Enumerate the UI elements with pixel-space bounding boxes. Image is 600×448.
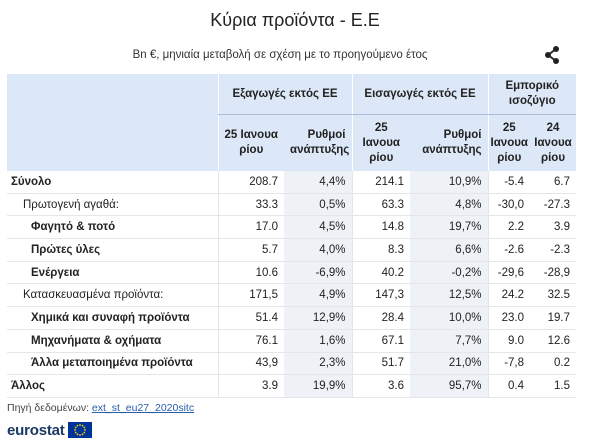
table-cell: 6.7 [530, 171, 576, 193]
table-row [7, 352, 576, 375]
flag-star [76, 425, 78, 427]
flag-star [81, 433, 83, 435]
source-label: Πηγή δεδομένων: [7, 402, 89, 414]
row-label: Μηχανήματα & οχήματα [7, 329, 218, 352]
header-group-exports: Εξαγωγές εκτός ΕΕ [218, 74, 352, 115]
row-label: Χημικά και συναφή προϊόντα [7, 307, 218, 330]
table-cell: 40.2 [352, 261, 410, 284]
table-cell: 14.8 [352, 216, 410, 239]
table-cell: -30,0 [488, 193, 530, 216]
table-header-columns [7, 115, 576, 172]
share-button[interactable] [541, 44, 563, 66]
header-col: Ρυθμοί ανάπτυξης [284, 115, 352, 172]
table-cell: 4,5% [284, 216, 352, 239]
table-cell: 3.9 [218, 375, 284, 398]
table-cell: 12,5% [410, 284, 488, 307]
table-row [7, 261, 576, 284]
table-cell: 5.7 [218, 239, 284, 262]
table-cell: 7,7% [410, 329, 488, 352]
table-cell: 4,9% [284, 284, 352, 307]
header-group-trade-balance: Εμπορικό ισοζύγιο [488, 74, 576, 115]
table-cell: 43,9 [218, 352, 284, 375]
flag-star [76, 433, 78, 435]
table-cell: 4,8% [410, 193, 488, 216]
row-label: Πρωτογενή αγαθά: [7, 193, 218, 216]
flag-star [83, 432, 85, 434]
page-title: Κύρια προϊόντα - Ε.Ε [210, 10, 380, 30]
table-cell: 24.2 [488, 284, 530, 307]
data-table [7, 74, 576, 398]
table-cell: -6,9% [284, 261, 352, 284]
table-cell: -28,9 [530, 261, 576, 284]
table-cell: 0,5% [284, 193, 352, 216]
table-cell: 51.4 [218, 307, 284, 330]
table-cell: 10.6 [218, 261, 284, 284]
table-cell: 10,0% [410, 307, 488, 330]
flag-star [74, 432, 76, 434]
eu-flag-icon [68, 422, 92, 438]
table-row [7, 216, 576, 239]
logo-text: eurostat [7, 421, 65, 439]
table-row [7, 193, 576, 216]
table-cell: 12,9% [284, 307, 352, 330]
share-icon [541, 44, 563, 66]
table-cell: 4,0% [284, 239, 352, 262]
table-cell: 23.0 [488, 307, 530, 330]
flag-star [74, 429, 76, 431]
table-cell: 19.7 [530, 307, 576, 330]
table-row [7, 239, 576, 262]
row-label: Πρώτες ύλες [7, 239, 218, 262]
table-cell: 2,3% [284, 352, 352, 375]
table-cell: 3.9 [530, 216, 576, 239]
flag-star [79, 434, 81, 436]
table-cell: 17.0 [218, 216, 284, 239]
header-empty [7, 74, 218, 115]
table-cell: 51.7 [352, 352, 410, 375]
table-cell: 2.2 [488, 216, 530, 239]
table-row [7, 284, 576, 307]
table-cell: 95,7% [410, 375, 488, 398]
flag-star [74, 427, 76, 429]
row-label: Κατασκευασμένα προϊόντα: [7, 284, 218, 307]
table-cell: 21,0% [410, 352, 488, 375]
table-row [7, 307, 576, 330]
table-cell: 76.1 [218, 329, 284, 352]
eurostat-logo [7, 421, 92, 439]
table-cell: 12.6 [530, 329, 576, 352]
flag-star [81, 425, 83, 427]
table-cell: 32.5 [530, 284, 576, 307]
table-cell: 1.5 [530, 375, 576, 398]
table-cell: 33.3 [218, 193, 284, 216]
header-empty [7, 115, 218, 172]
table-row [7, 375, 576, 398]
table-cell: -2.3 [530, 239, 576, 262]
table-cell: 19,9% [284, 375, 352, 398]
header-col: 25 Ιανουα ρίου [218, 115, 284, 172]
header-col: 25 Ιανουα ρίου [488, 115, 530, 172]
table-cell: 6,6% [410, 239, 488, 262]
table-cell: -29,6 [488, 261, 530, 284]
table-cell: 3.6 [352, 375, 410, 398]
table-cell: 214.1 [352, 171, 410, 193]
table-cell: -5.4 [488, 171, 530, 193]
source-link[interactable]: ext_st_eu27_2020sitc [91, 402, 195, 414]
row-label: Άλλα μεταποιημένα προϊόντα [7, 352, 218, 375]
header-group-imports: Εισαγωγές εκτός ΕΕ [352, 74, 488, 115]
row-label: Σύνολο [7, 171, 218, 193]
table-cell: -0,2% [410, 261, 488, 284]
header-col: 24 Ιανουα ρίου [530, 115, 576, 172]
table-cell: 10,9% [410, 171, 488, 193]
header-col: 25 Ιανουα ρίου [352, 115, 410, 172]
row-label: Άλλος [7, 375, 218, 398]
table-cell: 28.4 [352, 307, 410, 330]
table-cell: 0.4 [488, 375, 530, 398]
table-cell: -2.6 [488, 239, 530, 262]
flag-star [84, 429, 86, 431]
table-cell: 8.3 [352, 239, 410, 262]
table-row [7, 329, 576, 352]
table-cell: 208.7 [218, 171, 284, 193]
table-cell: 9.0 [488, 329, 530, 352]
header-col: Ρυθμοί ανάπτυξης [410, 115, 488, 172]
flag-star [83, 427, 85, 429]
flag-star [79, 424, 81, 426]
table-cell: 67.1 [352, 329, 410, 352]
table-cell: 171,5 [218, 284, 284, 307]
table-row [7, 171, 576, 193]
data-source [7, 402, 194, 414]
table-cell: 19,7% [410, 216, 488, 239]
table-cell: 63.3 [352, 193, 410, 216]
table-cell: 4,4% [284, 171, 352, 193]
table-cell: 1,6% [284, 329, 352, 352]
page-subtitle: Bn €, μηνιαία μεταβολή σε σχέση με το προηγούμενο έτος [132, 49, 428, 61]
table-cell: -7,8 [488, 352, 530, 375]
table-header-groups [7, 74, 576, 115]
table-cell: 0.2 [530, 352, 576, 375]
row-label: Φαγητό & ποτό [7, 216, 218, 239]
table-cell: -27.3 [530, 193, 576, 216]
row-label: Ενέργεια [7, 261, 218, 284]
table-cell: 147,3 [352, 284, 410, 307]
